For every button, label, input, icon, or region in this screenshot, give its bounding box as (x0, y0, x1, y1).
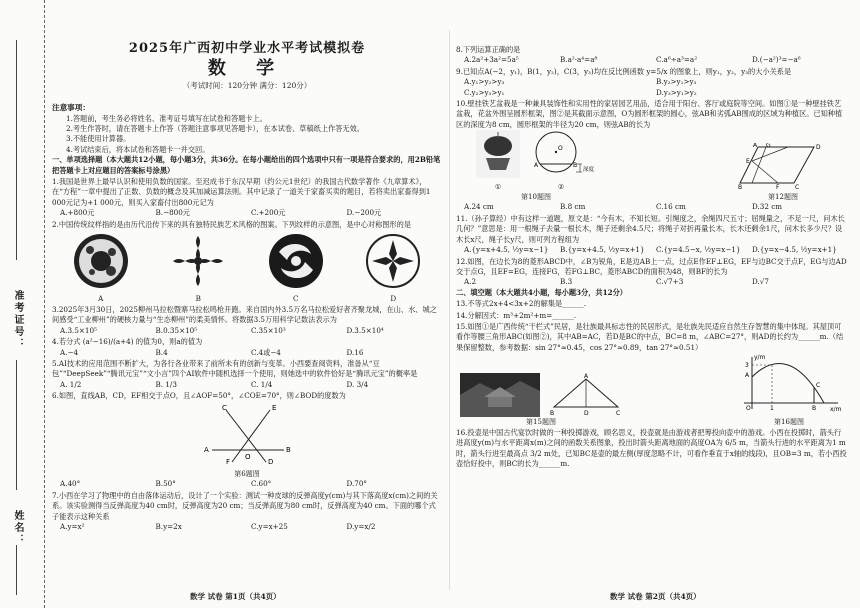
pattern-b-image (169, 232, 227, 290)
option-b: B.{y=x+4.5, ½y=x+1} (560, 245, 645, 255)
option-a: A.2 (464, 277, 477, 287)
svg-text:C: C (222, 403, 227, 412)
pattern-label: A (98, 293, 104, 303)
question-4 (52, 337, 442, 358)
svg-text:C: C (795, 183, 800, 189)
option-a: A.+800元 (60, 208, 95, 218)
question-16: 16.投壶是中国古代宴饮时做的一种投掷游戏，顾名思义，投壶就是由游戏者把筹投向壶中的游戏。小西在投掷时，箭头行进高度y(m)与水平距离x(m)之间的函数关系图象，投出时箭头距离地面的高度OA为 6/5 m，当箭头行进的水平距离为1 m时，箭头行进至最高点 3/2 m处，已知BC是壶的最左侧(厚度忽略不计，可看作垂直于x轴的线段)，且OB=3 m，若小西投壶恰好投中，则BC的长为______m. (456, 427, 847, 469)
figure-caption: 第10题图 (521, 193, 551, 202)
subject-title: 数 学 (207, 58, 287, 80)
note-item: 4.考试结束后，将本试卷和答题卡一并交回。 (66, 144, 210, 154)
svg-text:x/m: x/m (830, 406, 842, 414)
section-1-heading: 一、单项选择题（本大题共12小题，每小题3分，共36分。在每小题给出的四个选项中只有一项是符合要求的，用2B铅笔把答题卡上对应题目的答案标号涂黑） (52, 155, 441, 175)
question-stem: 6.如图，直线AB，CD，EF相交于点O，且∠AOF=50°，∠COE=70°，则∠BOD的度数为 (52, 391, 346, 401)
svg-text:A: A (584, 372, 589, 380)
figure-caption: 第16题图 (774, 417, 804, 426)
option-a: A.y₁>y₂>y₃ (464, 77, 505, 87)
option-c: C.√7+3 (656, 277, 684, 287)
svg-text:C: C (616, 409, 621, 417)
figure-caption: 第12题图 (768, 193, 798, 202)
question-1 (52, 177, 442, 219)
svg-text:E: E (272, 403, 277, 412)
option-d: D.70° (346, 479, 368, 489)
option-d: D.y=x/2 (346, 522, 376, 531)
option-c: C.16 cm (656, 202, 686, 212)
svg-text:E: E (746, 157, 750, 165)
option-a: A.y=x² (60, 522, 85, 531)
svg-text:O: O (245, 452, 251, 461)
question-14: 14.分解因式：m³+2m²+m=______. (456, 310, 577, 320)
page-fold-line (449, 30, 450, 590)
option-d: D.16 (346, 347, 364, 357)
svg-text:A: A (534, 162, 539, 170)
option-d: D. 3/4 (346, 379, 369, 389)
option-b: B.50° (155, 479, 176, 489)
q15-triangle-figure (550, 373, 622, 417)
depth-label: 深度 (583, 167, 595, 174)
question-stem: 1.我国是世界上最早认识和使用负数的国家。至迟成书于东汉早期（约公元1世纪）的我国古代数学著作《九章算术》，在“方程”一章中提出了正数、负数的概念及其加减运算法则。其中记录了一道关于家畜买卖的题目，若将卖出家畜得到1 000元记为+1 000元，则买入家畜付出800元记为 (52, 177, 431, 207)
section-2-heading: 二、填空题（本大题共4小题，每小题3分，共12分） (456, 287, 627, 297)
question-stem: 4.若分式 (a²−16)/(a+4) 的值为0，则a的值为 (52, 337, 203, 347)
option-a: A. 1/2 (60, 379, 82, 389)
svg-text:B: B (738, 183, 743, 189)
binding-line-mid (16, 360, 17, 490)
q12-rhombus-figure (738, 143, 828, 189)
question-15 (456, 322, 848, 427)
note-item: 1.答题前，考生务必将姓名、准考证号填写在试卷和答题卡上。 (66, 113, 267, 123)
question-12 (456, 257, 848, 288)
svg-text:B: B (573, 162, 578, 170)
question-stem: 11.（孙子算经）中有这样一道题，原文是：“今有木，不知长短。引绳度之，余绳四尺五寸；屈绳量之，不足一尺，问木长几何？”意思是：用一根绳子去量一根长木，绳子还剩余4.5尺；将绳子对折再量长木，长木还剩余1尺，问木长多少尺？设木长x尺，绳子长y尺，则可列方程组为 (456, 213, 845, 244)
question-stem: 8.下列运算正确的是 (456, 45, 521, 54)
option-b: B. 1/3 (155, 379, 177, 389)
svg-text:O: O (558, 145, 563, 153)
pattern-label: D (390, 293, 397, 303)
question-5 (52, 359, 442, 390)
question-2 (52, 220, 442, 304)
option-a: A.40° (60, 479, 81, 489)
svg-text:F: F (226, 457, 231, 466)
svg-text:D: D (584, 409, 589, 417)
notes-heading: 注意事项： (52, 103, 90, 113)
question-13: 13.不等式2x+4<3x+2的解集是______. (456, 299, 587, 309)
option-d: D.y₃>y₁>y₂ (656, 87, 697, 97)
option-b: B.0.35×10⁵ (155, 325, 198, 335)
question-stem: 5.AI技术的应用范围不断扩大，为各行各业带来了前所未有的创新与变革。小西要查阅资料，准备从“豆包”“DeepSeek”“腾讯元宝”“文小言”四个AI软件中随机选择一个使用，则她选中的软件恰好是“腾讯元宝”的概率是 (52, 358, 418, 379)
option-d: D.−200元 (346, 208, 382, 218)
option-a: A.{y=x+4.5, ½y=x−1} (464, 245, 549, 255)
question-10 (456, 99, 848, 213)
note-item: 2.考生作答时，请在答题卡上作答（答题注意事项见答题卡），在本试卷、草稿纸上作答无效。 (66, 124, 364, 134)
question-11 (456, 214, 848, 256)
question-9 (456, 67, 848, 98)
svg-text:1: 1 (770, 405, 774, 413)
pattern-label: B (195, 293, 201, 303)
option-d: D.{y=x−4.5, ½y=x+1} (752, 245, 837, 255)
question-stem: 15.如图①是广西传统“干栏式”民居，是壮族最具标志性的民居形式，是壮族先民适应自然生存智慧的集中体现。其屋顶可看作等腰三角形ABC(如图②)，其中AB=AC，若D是BC的中点，BC=8 m，∠ABC=27°，则AD的长约为______m.（结果保留整数，参考数据：sin 27°≈0.45，cos 27°≈0.89，tan 27°≈0.51） (456, 321, 844, 352)
option-b: B.a²·a⁴=a⁸ (560, 55, 598, 65)
question-3 (52, 305, 442, 336)
svg-text:A: A (204, 445, 209, 454)
svg-text:D: D (268, 457, 274, 466)
exam-meta: （考试时间：120分钟 满分：120分） (182, 80, 312, 90)
option-c: C.{y=4.5−x, ½y=x−1} (656, 245, 741, 255)
q10-section-diagram (526, 130, 596, 178)
binding-line-top (16, 40, 17, 260)
option-d: D.(−a²)³=−a⁶ (752, 55, 801, 65)
option-a: A.3.5×10⁵ (60, 325, 97, 335)
page-2-footer: 数学 试卷 第2页（共4页） (610, 592, 701, 601)
svg-text:B: B (550, 409, 555, 417)
question-stem: 10.壁挂铁艺盆栽是一种兼具装饰性和实用性的家居园艺用品，适合用于阳台、客厅或庭院等空间。如图①是一种壁挂铁艺盆栽，花盆外围呈圆形框架，图②是其截面示意图，O为圆形框架的圆心，弦AB和劣弧AB围成的区域为种植区。已知种植区的深度为8 cm，圆形框架的半径为20 cm，则弦AB的长为 (456, 99, 843, 129)
note-item: 3.不能使用计算器。 (66, 134, 131, 144)
q6-figure (192, 402, 302, 466)
svg-text:3: 3 (745, 362, 749, 370)
question-7 (52, 491, 442, 533)
svg-text:B: B (812, 405, 817, 413)
svg-text:B: B (286, 445, 291, 454)
option-c: C.y=x+25 (251, 522, 288, 531)
svg-text:C: C (816, 382, 821, 390)
option-c: C.a⁶÷a³=a² (656, 55, 698, 65)
q16-graph-figure (734, 353, 844, 413)
pattern-a-image (72, 232, 130, 290)
svg-text:G: G (766, 142, 771, 149)
question-stem: 7.小西在学习了物理中的自由落体运动后，设计了一个实验：测试一种皮球的反弹高度y(cm)与其下落高度x(cm)之间的关系。该实验测得当反弹高度为40 cm时，反弹高度为20 cm；当反弹高度为80 cm时，反弹高度为40 cm。下面的哪个式子能表示这种关系 (52, 490, 438, 521)
option-c: C. 1/4 (251, 379, 273, 389)
option-b: B.−800元 (155, 208, 190, 218)
page-1-footer: 数学 试卷 第1页（共4页） (190, 592, 281, 601)
option-a: A.24 cm (464, 202, 494, 212)
exam-title: 2025年广西初中学业水平考试模拟卷 (128, 41, 366, 56)
figure-caption: ① (494, 182, 502, 191)
option-b: B.8 cm (560, 202, 586, 212)
wall-planter-photo (476, 130, 520, 178)
option-c: C.60° (251, 479, 272, 489)
option-b: B.y=2x (155, 522, 182, 531)
option-d: D.3.5×10⁴ (346, 325, 384, 335)
option-c: C.4或−4 (251, 347, 281, 357)
option-b: B.4 (155, 347, 168, 357)
page-2 (456, 44, 848, 470)
pattern-label: C (293, 293, 299, 303)
pattern-d-image (364, 232, 422, 290)
figure-caption: 第6题图 (234, 469, 260, 478)
pattern-c-image (267, 232, 325, 290)
svg-text:A: A (745, 372, 750, 380)
svg-text:y/m: y/m (754, 354, 766, 362)
option-d: D.√7 (752, 277, 769, 287)
question-stem: 9.已知点A(−2，y₁)，B(1，y₂)，C(3，y₃)均在反比例函数 y=5/x 的图象上，则y₁，y₂，y₃的大小关系是 (456, 66, 792, 76)
svg-text:F: F (776, 183, 780, 189)
exam-number-label: 准考证号： (12, 290, 23, 350)
option-b: B.y₂>y₁>y₃ (656, 77, 697, 87)
option-c: C.+200元 (251, 208, 286, 218)
svg-text:D: D (816, 143, 821, 151)
figure-caption: ② (557, 182, 565, 191)
option-c: C.35×10³ (251, 325, 286, 335)
stilt-house-photo (460, 373, 540, 417)
svg-text:A: A (753, 142, 758, 149)
question-stem: 2.中国传统纹样指的是由历代沿传下来的具有独特民族艺术风格的图案。下列纹样的示意图，是中心对称图形的是 (52, 219, 412, 229)
question-8 (456, 45, 848, 66)
name-label: 姓名： (12, 510, 23, 546)
page-1 (52, 36, 442, 532)
figure-caption: 第15题图 (526, 417, 556, 426)
option-b: B.3 (560, 277, 573, 287)
question-stem: 12.如图，在边长为8的菱形ABCD中，∠B为锐角，E是边AB上一点，过点E作EF⊥EG，EF与边BC交于点F，EG与边AD交于点G，且EF=EG，连接FG，若FG⊥BC，菱形ABCD的面积为48，则BF的长为 (456, 256, 847, 276)
binding-margin (0, 0, 45, 608)
option-a: A.2a²+3a²=5a⁵ (464, 55, 519, 65)
option-c: C.y₂>y₃>y₁ (464, 87, 505, 97)
question-stem: 3.2025年3月30日，2025柳州马拉松暨寨马拉松鸣枪开跑。来自国内外3.5万名马拉松爱好者齐聚龙城，在山、水、城之间感受“工业柳州”的硬核力量与“生态柳州”的柔美情怀。将数据3.5万用科学记数法表示为 (52, 304, 437, 325)
svg-text:O: O (746, 405, 751, 413)
option-d: D.32 cm (752, 202, 783, 212)
option-a: A.−4 (60, 347, 79, 357)
binding-line-bottom (16, 545, 17, 595)
question-6 (52, 391, 442, 490)
